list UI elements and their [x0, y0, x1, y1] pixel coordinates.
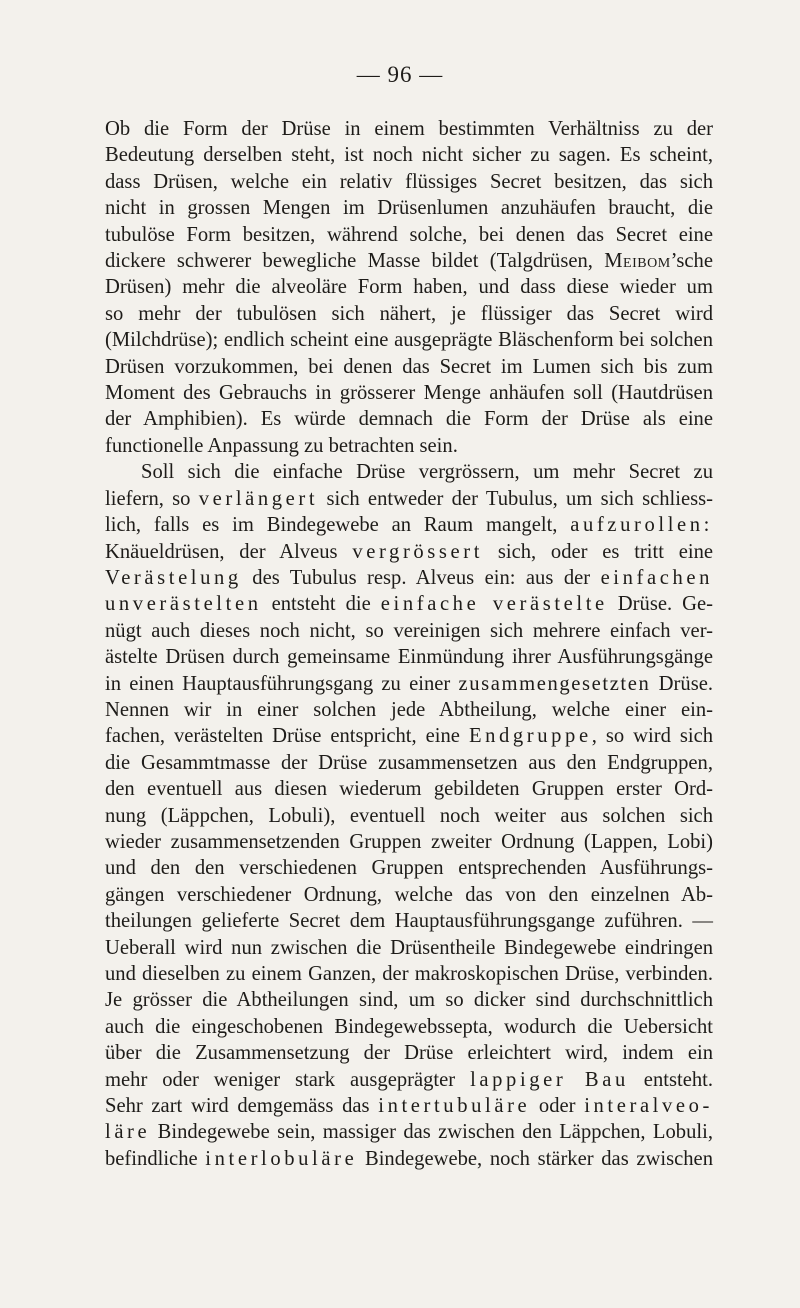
text-run: Nennen wir in einer solchen jede Abtheilung, welche einer ein-	[105, 698, 713, 721]
emphasis-term: interlobuläre	[205, 1147, 358, 1170]
text-run: Bedeutung derselben steht, ist noch nicht sicher zu sagen. Es scheint,	[105, 144, 713, 167]
text-run: den eventuell aus diesen wiederum gebildeten Gruppen erster Ord-	[105, 778, 713, 801]
text-line	[105, 195, 713, 221]
text-line	[105, 142, 713, 168]
text-line	[105, 591, 713, 617]
text-line	[105, 935, 713, 961]
text-line	[105, 1014, 713, 1040]
text-run: des Tubulus resp. Alveus ein: aus der	[241, 566, 601, 589]
text-line	[105, 459, 713, 485]
text-run: wieder zusammensetzenden Gruppen zweiter Ordnung (Lappen, Lobi)	[105, 830, 713, 853]
text-line	[105, 354, 713, 380]
text-line	[105, 671, 713, 697]
text-run: Ueberall wird nun zwischen die Drüsentheile Bindegewebe eindringen	[105, 936, 713, 959]
text-run: so mehr der tubulösen sich nähert, je flüssiger das Secret wird	[105, 302, 713, 325]
text-line	[105, 1119, 713, 1145]
text-line	[105, 327, 713, 353]
text-line	[105, 882, 713, 908]
text-run: Moment des Gebrauchs in grösserer Menge anhäufen soll (Hautdrüsen	[105, 382, 713, 405]
text-run: mehr oder weniger stark ausgeprägter	[105, 1068, 471, 1091]
text-run: (Milchdrüse); endlich scheint eine ausgeprägte Bläschenform bei solchen	[105, 329, 713, 352]
text-run: Knäueldrüsen, der Alveus	[105, 540, 353, 563]
emphasis-term: Endgruppe	[468, 725, 592, 748]
text-line	[105, 644, 713, 670]
emphasis-term: Verästelung	[105, 566, 242, 589]
text-run: lich, falls es im Bindegewebe an Raum mangelt,	[105, 514, 571, 537]
text-line	[105, 987, 713, 1013]
text-run: entsteht die	[261, 593, 381, 616]
text-run: tubulöse Form besitzen, während solche, bei denen das Secret eine	[105, 223, 713, 246]
text-line	[105, 539, 713, 565]
emphasis-term: lappiger Bau	[470, 1068, 629, 1091]
text-line	[105, 486, 713, 512]
text-run: liefern, so	[105, 487, 199, 510]
text-run: Bindegewebe, noch stärker das zwischen	[357, 1147, 713, 1170]
emphasis-term: vergrössert	[352, 540, 484, 563]
text-line	[105, 274, 713, 300]
text-run: auch die eingeschobenen Bindegewebssepta, wodurch die Uebersicht	[105, 1015, 713, 1038]
text-line	[105, 803, 713, 829]
body-text	[105, 116, 713, 1172]
text-line	[105, 433, 713, 459]
text-line	[105, 301, 713, 327]
text-line	[105, 908, 713, 934]
text-run: Je grösser die Abtheilungen sind, um so dicker sind durchschnittlich	[105, 989, 713, 1012]
text-line	[105, 512, 713, 538]
text-run: oder	[530, 1095, 585, 1118]
text-line	[105, 565, 713, 591]
text-run: in einen Hauptausführungsgang zu einer	[105, 672, 459, 695]
text-line	[105, 961, 713, 987]
text-run: sich, oder es tritt eine	[483, 540, 714, 563]
emphasis-term: verlängert	[198, 487, 319, 510]
emphasis-term: einfachen	[600, 566, 713, 589]
text-run: Drüsen vorzukommen, bei denen das Secret im Lumen sich bis zum	[105, 355, 713, 378]
text-run: entsteht.	[628, 1068, 714, 1091]
text-line	[105, 406, 713, 432]
text-line	[105, 169, 713, 195]
text-line	[105, 116, 713, 142]
text-run: dass Drüsen, welche ein relativ flüssiges Secret besitzen, das sich	[105, 170, 713, 193]
text-line	[105, 829, 713, 855]
text-run: über die Zusammensetzung der Drüse erleichtert wird, indem ein	[105, 1042, 713, 1065]
text-line	[105, 1067, 713, 1093]
emphasis-term: unverästelten	[105, 593, 262, 616]
text-run: sich entweder der Tubulus, um sich schliess-	[318, 487, 713, 510]
emphasis-term: einfache verästelte	[380, 593, 608, 616]
text-run: Drüsen) mehr die alveoläre Form haben, und dass diese wieder um	[105, 276, 713, 299]
text-line	[105, 1146, 713, 1172]
text-run: Soll sich die einfache Drüse vergrössern, um mehr Secret zu	[141, 461, 713, 484]
text-line	[105, 723, 713, 749]
text-line	[105, 1040, 713, 1066]
text-run: Drüse. Ge-	[607, 593, 713, 616]
text-run: nügt auch dieses noch nicht, so vereinigen sich mehrere einfach ver-	[105, 619, 713, 642]
text-line	[105, 750, 713, 776]
text-run: theilungen gelieferte Secret dem Hauptausführungsgange zuführen. —	[105, 910, 713, 933]
emphasis-term: läre	[105, 1121, 151, 1144]
text-run: und den den verschiedenen Gruppen entsprechenden Ausführungs-	[105, 857, 713, 880]
author-name: Meibom	[604, 250, 671, 273]
text-run: Bindegewebe sein, massiger das zwischen den Läppchen, Lobuli,	[150, 1121, 713, 1144]
text-run: der Amphibien). Es würde demnach die Form der Drüse als eine	[105, 408, 713, 431]
text-line	[105, 1093, 713, 1119]
text-run: functionelle Anpassung zu betrachten sein.	[105, 434, 458, 457]
text-run: Ob die Form der Drüse in einem bestimmten Verhältniss zu der	[105, 118, 713, 140]
text-run: nung (Läppchen, Lobuli), eventuell noch weiter aus solchen sich	[105, 804, 713, 827]
text-run: ästelte Drüsen durch gemeinsame Einmündung ihrer Ausführungsgänge	[105, 646, 713, 669]
text-run: und dieselben zu einem Ganzen, der makroskopischen Drüse, verbinden.	[105, 963, 713, 985]
text-run: Drüse.	[650, 672, 713, 695]
emphasis-term: intertubuläre	[378, 1095, 531, 1118]
text-run: Sehr zart wird demgemäss das	[105, 1095, 379, 1118]
text-line	[105, 222, 713, 248]
text-run: fachen, verästelten Drüse entspricht, eine	[105, 725, 469, 748]
text-run: befindliche	[105, 1147, 206, 1170]
text-run: gängen verschiedener Ordnung, welche das von den einzelnen Ab-	[105, 883, 713, 906]
text-line	[105, 776, 713, 802]
text-line	[105, 855, 713, 881]
text-run: nicht in grossen Mengen im Drüsenlumen anzuhäufen braucht, die	[105, 197, 713, 220]
emphasis-term: zusammengesetzten	[458, 672, 651, 695]
text-line	[105, 697, 713, 723]
text-line	[105, 618, 713, 644]
text-line	[105, 380, 713, 406]
emphasis-term: aufzurollen:	[570, 514, 713, 537]
text-run: dickere schwerer bewegliche Masse bildet (Talgdrüsen,	[105, 250, 605, 273]
page-number: — 96 —	[356, 62, 444, 87]
text-line	[105, 248, 713, 274]
text-run: , so wird sich	[591, 725, 714, 748]
text-run: die Gesammtmasse der Drüse zusammensetzen aus den Endgruppen,	[105, 751, 713, 774]
text-run: ’sche	[670, 250, 713, 273]
emphasis-term: interalveo-	[584, 1095, 713, 1118]
